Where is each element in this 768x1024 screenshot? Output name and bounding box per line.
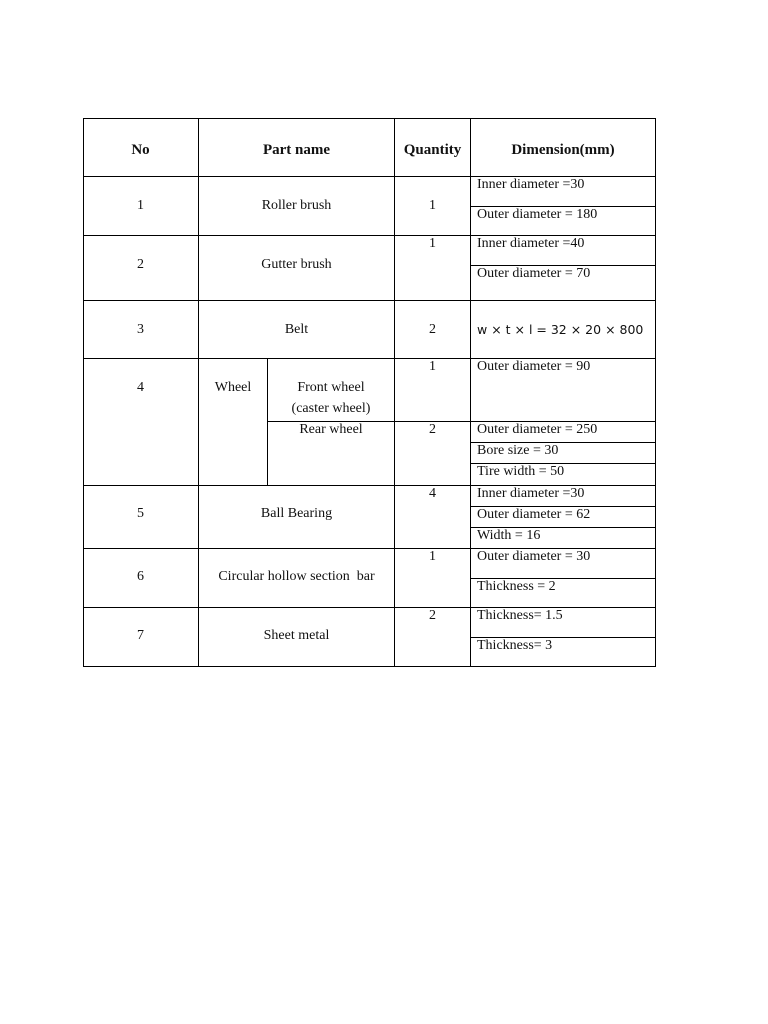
dimension: Thickness= 1.5 [477,608,563,623]
part-name: Roller brush [261,198,332,213]
row-no: 5 [137,506,144,521]
dimension: Bore size = 30 [477,443,559,458]
dimension: Width = 16 [477,528,541,543]
subpart-name: Front wheel [297,380,365,395]
quantity: 2 [429,322,436,337]
part-name: Wheel [214,380,252,395]
quantity: 1 [429,359,436,374]
header-quantity: Quantity [403,142,462,158]
dimension: Outer diameter = 250 [477,422,598,437]
part-name: Circular hollow section bar [218,569,375,584]
row-no: 1 [137,198,144,213]
quantity: 1 [429,236,436,251]
dimension: w × t × l = 32 × 20 × 800 [477,322,644,337]
part-name: Belt [284,322,309,337]
quantity: 1 [429,198,436,213]
table-border-top [83,118,656,119]
quantity: 4 [429,486,436,501]
part-name: Gutter brush [261,257,332,272]
quantity: 2 [429,422,436,437]
header-dimension: Dimension(mm) [511,142,615,158]
row-divider [83,607,656,608]
row-no: 6 [137,569,144,584]
part-name: Ball Bearing [260,506,333,521]
quantity: 1 [429,549,436,564]
dimension: Inner diameter =40 [477,236,585,251]
table-border-right [655,118,656,667]
subpart-name: (caster wheel) [291,401,371,416]
header-no: No [131,142,150,158]
dimension: Inner diameter =30 [477,177,585,192]
part-name: Sheet metal [263,628,330,643]
dimension: Thickness= 3 [477,638,553,653]
table-border-bottom [83,666,656,667]
row-no: 4 [137,380,144,395]
row-no: 2 [137,257,144,272]
subpart-name: Rear wheel [299,422,363,437]
column-divider-quantity [470,118,471,667]
row-no: 7 [137,628,144,643]
dimension: Outer diameter = 180 [477,207,598,222]
dimension: Outer diameter = 30 [477,549,591,564]
row-divider [83,300,656,301]
row-no: 3 [137,322,144,337]
quantity: 2 [429,608,436,623]
dimension: Tire width = 50 [477,464,565,479]
dimension: Inner diameter =30 [477,486,585,501]
header-part-name: Part name [262,142,331,158]
dimension: Outer diameter = 70 [477,266,591,281]
dimension: Thickness = 2 [477,579,556,594]
dimension: Outer diameter = 62 [477,507,591,522]
dimension: Outer diameter = 90 [477,359,591,374]
parts-table [83,118,656,667]
